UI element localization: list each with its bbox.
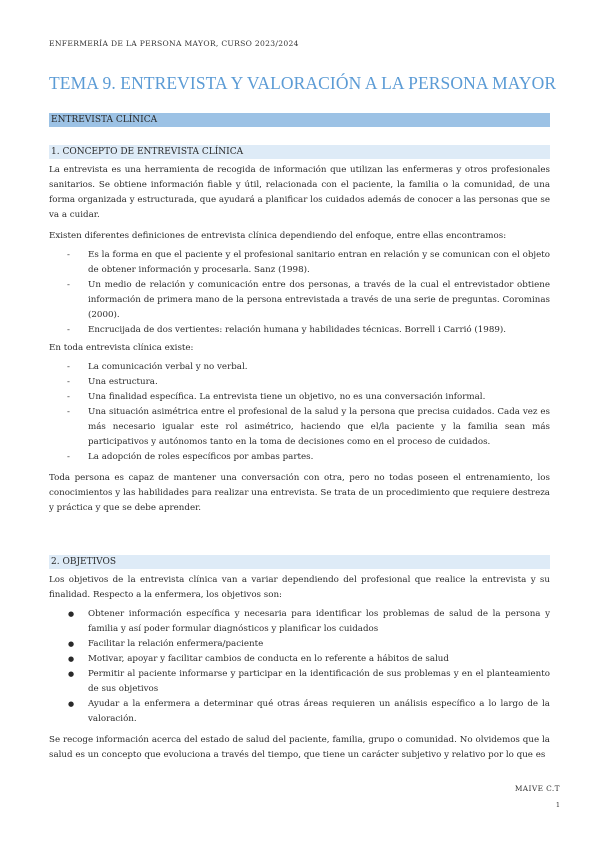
list-item: ● Motivar, apoyar y facilitar cambios de conducta en lo referente a hábitos de salud [49,652,550,667]
definitions-list [49,248,550,338]
running-header: ENFERMERÍA DE LA PERSONA MAYOR, CURSO 2023/2024 [49,39,299,48]
list-item: - Una situación asimétrica entre el profesional de la salud y la persona que precisa cuidados. Cada vez es más necesario igualar este rol asimétrico, haciendo que el/la paciente y la familia sean más participativos y autónomos tanto en la toma de decisiones como en el proceso de cuidados. [49,405,550,450]
concept-paragraph-3: En toda entrevista clínica existe: [49,343,194,353]
elements-list [49,360,550,465]
heading-objetivos: 2. OBJETIVOS [49,555,550,569]
concept-paragraph-4: Toda persona es capaz de mantener una conversación con otra, pero no todas poseen el entrenamiento, los conocimientos y las habilidades para realizar una entrevista. Se trata de un procedimiento que requiere destreza y práctica y que se debe aprender. [49,473,550,513]
list-item: ● Permitir al paciente informarse y participar en la identificación de sus problemas y en el planteamiento de sus objetivos [49,667,550,697]
heading-concepto: 1. CONCEPTO DE ENTREVISTA CLÍNICA [49,145,550,159]
list-item: - Es la forma en que el paciente y el profesional sanitario entran en relación y se comunican con el objeto de obtener información y procesarla. Sanz (1998). [49,248,550,278]
objectives-paragraph-2: Se recoge información acerca del estado de salud del paciente, familia, grupo o comunidad. No olvidemos que la salud es un concepto que evoluciona a través del tiempo, que tiene un carácter subjetivo y relativo por lo que es [49,735,550,760]
concept-paragraph-2: Existen diferentes definiciones de entrevista clínica dependiendo del enfoque, entre ellas encontramos: [49,231,507,241]
list-item: ● Facilitar la relación enfermera/paciente [49,637,550,652]
list-item: - Una estructura. [49,375,550,390]
page-title: TEMA 9. ENTREVISTA Y VALORACIÓN A LA PERSONA MAYOR [49,73,557,93]
list-item: ● Ayudar a la enfermera a determinar qué otras áreas requieren un análisis específico a lo largo de la valoración. [49,697,550,727]
list-item: - Un medio de relación y comunicación entre dos personas, a través de la cual el entrevistador obtiene información de primera mano de la persona entrevistada a través de una serie de preguntas. Corominas (2000). [49,278,550,323]
list-item: - Encrucijada de dos vertientes: relación humana y habilidades técnicas. Borrell i Carrió (1989). [49,323,550,338]
section-band-entrevista-clinica: ENTREVISTA CLÍNICA [49,113,550,127]
list-item: - La adopción de roles específicos por ambas partes. [49,450,550,465]
concept-section [49,163,550,516]
footer-author: MAIVE C.T [514,784,560,793]
list-item: - La comunicación verbal y no verbal. [49,360,550,375]
objectives-list [49,607,550,727]
page-number: 1 [555,801,560,809]
concept-paragraph-1: La entrevista es una herramienta de recogida de información que utilizan las enfermeras y otros profesionales sanitarios. Se obtiene información fiable y útil, relacionada con el paciente, la familia o la comunidad, de una forma organizada y estructurada, que ayudará a planificar los cuidados además de conocer a las personas que se va a cuidar. [49,165,550,220]
list-item: ● Obtener información específica y necesaria para identificar los problemas de salud de la persona y familia y así poder formular diagnósticos y planificar los cuidados [49,607,550,637]
objectives-paragraph-1: Los objetivos de la entrevista clínica van a variar dependiendo del profesional que realice la entrevista y su finalidad. Respecto a la enfermera, los objetivos son: [49,575,550,600]
list-item: - Una finalidad específica. La entrevista tiene un objetivo, no es una conversación informal. [49,390,550,405]
objectives-section [49,573,550,763]
